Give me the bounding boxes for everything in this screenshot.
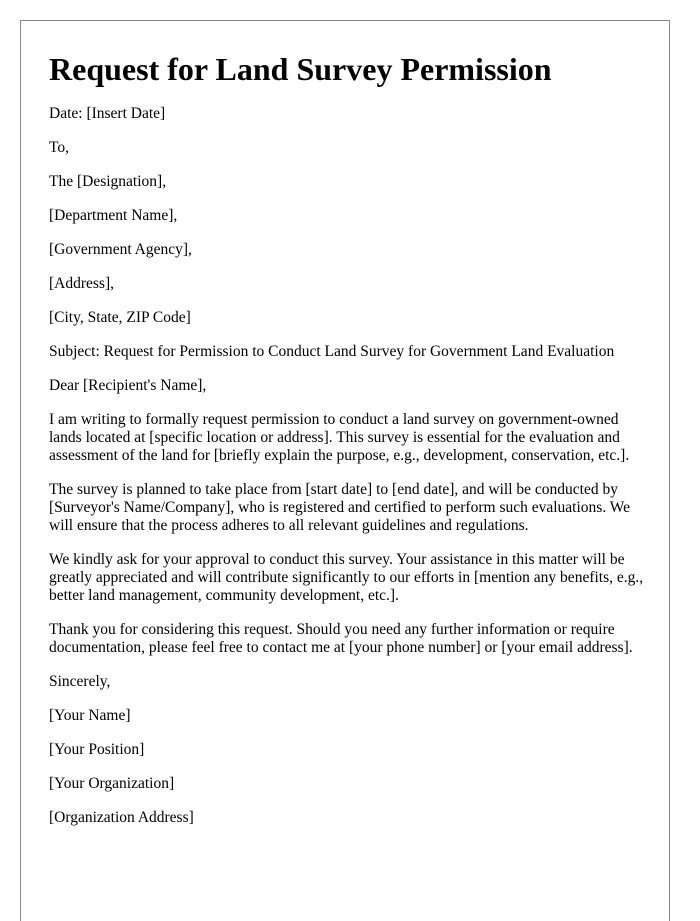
body-paragraph-thanks: Thank you for considering this request. Should you need any further information or require documentation, please feel free to contact me at [your phone number] or [your email address]. (49, 621, 633, 656)
recipient-to: To, (49, 139, 70, 156)
body-paragraph-request: I am writing to formally request permission to conduct a land survey on government-owned lands located at [specific location or address]. This survey is essential for the evaluation and assessment of the land for [briefly explain the purpose, e.g., development, conservation, etc.]. (49, 411, 630, 464)
sender-name: [Your Name] (49, 707, 131, 724)
sender-position: [Your Position] (49, 741, 145, 758)
body-paragraph-schedule: The survey is planned to take place from [start date] to [end date], and will be conducted by [Surveyor's Name/Company], who is registered and certified to perform such evaluations. We will ensure that the process adheres to all relevant guidelines and regulations. (49, 481, 631, 534)
organization-address: [Organization Address] (49, 809, 194, 826)
recipient-agency: [Government Agency], (49, 241, 192, 258)
sender-organization: [Your Organization] (49, 775, 175, 792)
letter-date: Date: [Insert Date] (49, 105, 166, 122)
letter-salutation: Dear [Recipient's Name], (49, 377, 207, 394)
letter-subject: Subject: Request for Permission to Conduct Land Survey for Government Land Evaluation (49, 343, 615, 360)
letter-closing: Sincerely, (49, 673, 111, 690)
letter-page (20, 20, 670, 921)
recipient-city: [City, State, ZIP Code] (49, 309, 191, 326)
recipient-department: [Department Name], (49, 207, 178, 224)
letter-title: Request for Land Survey Permission (49, 51, 552, 87)
body-paragraph-approval: We kindly ask for your approval to conduct this survey. Your assistance in this matter will be greatly appreciated and will contribute significantly to our efforts in [mention any benefits, e.g., better land management, community development, etc.]. (49, 551, 644, 604)
recipient-address: [Address], (49, 275, 114, 292)
recipient-designation: The [Designation], (49, 173, 167, 190)
